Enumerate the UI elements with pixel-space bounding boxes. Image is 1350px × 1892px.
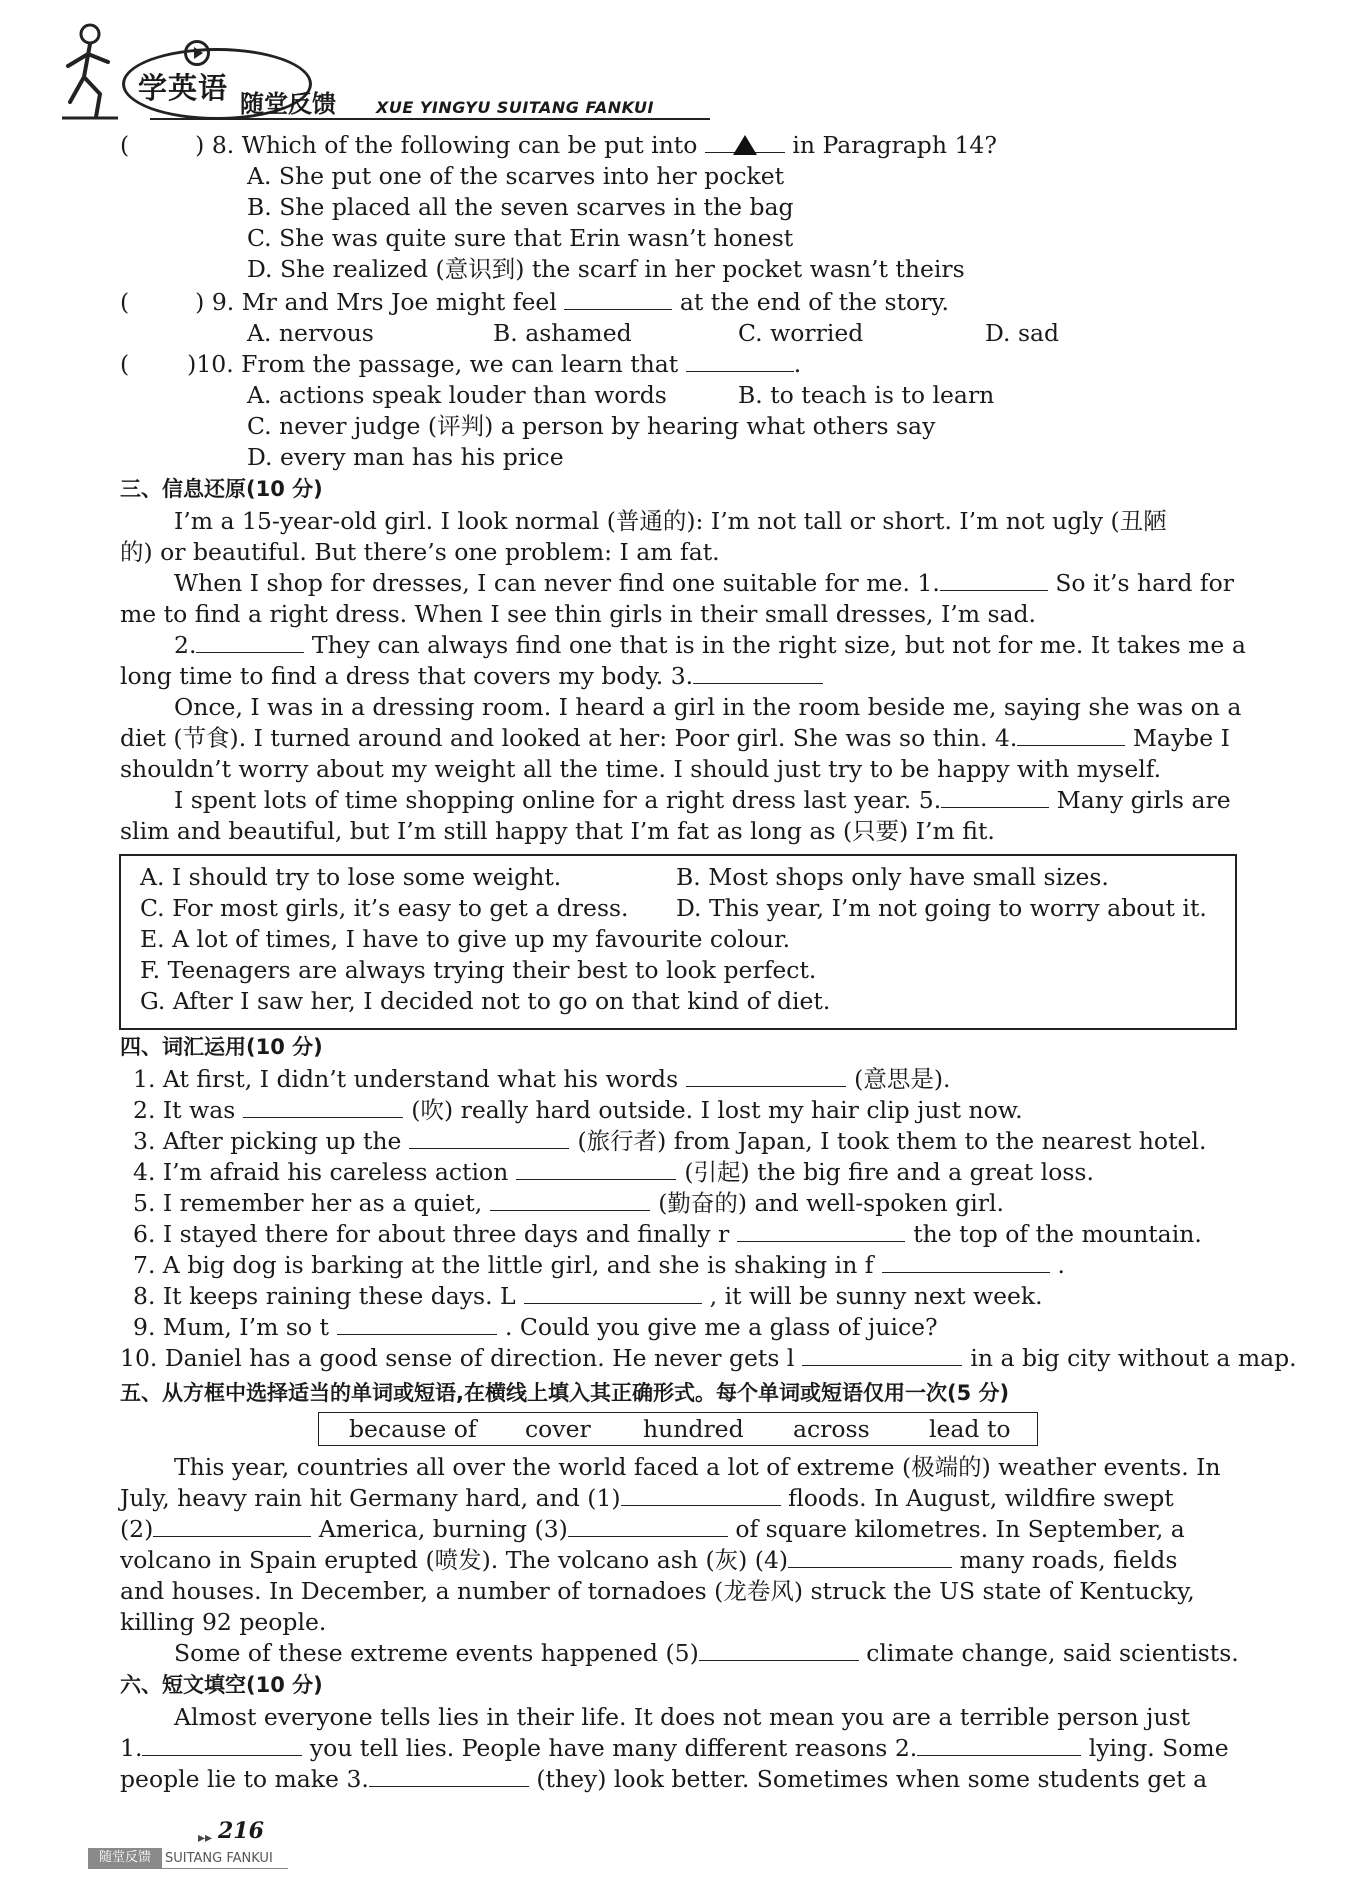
s3-line-10: I spent lots of time shopping online for a right dress last year. 5. Many girls are [174, 786, 1231, 814]
vocab-item-text: 4. I’m afraid his careless action [133, 1158, 509, 1186]
s3-blank-5[interactable] [941, 785, 1049, 808]
footer-badge-en: SUITANG FANKUI [165, 1851, 273, 1866]
word-option: across [793, 1415, 870, 1443]
footer-badge: 随堂反馈 [88, 1848, 162, 1868]
s6-blank-1[interactable] [142, 1733, 302, 1756]
vocab-answer-blank[interactable] [524, 1281, 702, 1304]
vocab-item-hint: (引起) the big fire and a great loss. [684, 1158, 1094, 1186]
s3-option-d: D. This year, I’m not going to worry about it. [676, 894, 1207, 922]
vocab-item [133, 1250, 1065, 1280]
vocab-item [133, 1188, 1004, 1218]
vocab-item [133, 1095, 1023, 1125]
section6-heading: 六、短文填空(10 分) [120, 1673, 323, 1697]
q9-option-d: D. sad [985, 319, 1060, 347]
vocab-item [133, 1312, 938, 1342]
section4-heading: 四、词汇运用(10 分) [120, 1035, 323, 1059]
q8-answer-blank[interactable] [705, 130, 785, 153]
vocab-item-text: 2. It was [133, 1096, 236, 1124]
s3-line-3: When I shop for dresses, I can never find one suitable for me. 1. So it’s hard for [174, 569, 1234, 597]
q9-option-a: A. nervous [247, 319, 374, 347]
q10-option-b: B. to teach is to learn [738, 381, 995, 409]
s3-option-c: C. For most girls, it’s easy to get a dress. [140, 894, 629, 922]
s6-line-2: 1. you tell lies. People have many different reasons 2. lying. Some [120, 1734, 1229, 1762]
header-subtitle-en: XUE YINGYU SUITANG FANKUI [376, 98, 654, 117]
q10-option-d: D. every man has his price [247, 443, 564, 471]
vocab-answer-blank[interactable] [337, 1312, 497, 1335]
word-option: cover [525, 1415, 591, 1443]
s5-line-5: and houses. In December, a number of tornadoes (龙卷风) struck the US state of Kentucky, [120, 1577, 1195, 1605]
q9-option-c: C. worried [738, 319, 864, 347]
s5-line-2: July, heavy rain hit Germany hard, and (1) floods. In August, wildfire swept [120, 1484, 1174, 1512]
q8-option-b: B. She placed all the seven scarves in the bag [247, 193, 794, 221]
s3-line-4: me to find a right dress. When I see thin girls in their small dresses, I’m sad. [120, 600, 1037, 628]
vocab-item-text: 6. I stayed there for about three days and finally r [133, 1220, 730, 1248]
q10-answer-blank[interactable] [686, 349, 794, 372]
word-option: lead to [929, 1415, 1011, 1443]
word-box [318, 1412, 1038, 1446]
q8-option-a: A. She put one of the scarves into her pocket [247, 162, 785, 190]
vocab-item [133, 1064, 950, 1094]
header-rule [150, 118, 710, 120]
s5-line-1: This year, countries all over the world faced a lot of extreme (极端的) weather events. In [174, 1453, 1221, 1481]
vocab-item-text: 5. I remember her as a quiet, [133, 1189, 483, 1217]
double-arrow-icon: ▸▸ [198, 1830, 213, 1846]
q10-stem: ( )10. From the passage, we can learn that . [120, 350, 802, 378]
vocab-item-hint: . Could you give me a glass of juice? [504, 1313, 938, 1341]
s6-blank-3[interactable] [369, 1764, 529, 1787]
vocab-item-hint: (勤奋的) and well-spoken girl. [658, 1189, 1004, 1217]
q9-stem: ( ) 9. Mr and Mrs Joe might feel at the end of the story. [120, 288, 950, 316]
s5-line-3: (2) America, burning (3) of square kilometres. In September, a [120, 1515, 1185, 1543]
page-number: 216 [218, 1818, 264, 1844]
s3-line-9: shouldn’t worry about my weight all the time. I should just try to be happy with myself. [120, 755, 1162, 783]
vocab-item-text: 10. Daniel has a good sense of direction. He never gets l [120, 1344, 795, 1372]
vocab-item-hint: (意思是). [854, 1065, 951, 1093]
header-subtitle-cn: 随堂反馈 [240, 90, 336, 118]
vocab-item [133, 1157, 1094, 1187]
vocab-item-hint: (旅行者) from Japan, I took them to the nearest hotel. [577, 1127, 1207, 1155]
s3-blank-4[interactable] [1017, 723, 1125, 746]
word-option: hundred [643, 1415, 744, 1443]
vocab-item-text: 3. After picking up the [133, 1127, 402, 1155]
s3-option-e: E. A lot of times, I have to give up my favourite colour. [140, 925, 791, 953]
vocab-item [133, 1281, 1043, 1311]
header-title: 学英语 [138, 71, 229, 105]
q10-option-c: C. never judge (评判) a person by hearing what others say [247, 412, 936, 440]
vocab-answer-blank[interactable] [802, 1343, 962, 1366]
vocab-answer-blank[interactable] [737, 1219, 905, 1242]
vocab-item-hint: , it will be sunny next week. [709, 1282, 1043, 1310]
q8-option-d: D. She realized (意识到) the scarf in her pocket wasn’t theirs [247, 255, 965, 283]
section5-heading: 五、从方框中选择适当的单词或短语,在横线上填入其正确形式。每个单词或短语仅用一次(5 分) [120, 1381, 1010, 1405]
vocab-answer-blank[interactable] [490, 1188, 650, 1211]
s3-option-a: A. I should try to lose some weight. [140, 863, 562, 891]
triangle-marker-icon [733, 135, 757, 155]
runner-icon [60, 22, 120, 122]
s5-line-6: killing 92 people. [120, 1608, 327, 1636]
s5-blank-3[interactable] [568, 1514, 728, 1537]
vocab-item [133, 1219, 1202, 1249]
q9-option-b: B. ashamed [493, 319, 632, 347]
vocab-answer-blank[interactable] [516, 1157, 676, 1180]
s5-blank-5[interactable] [699, 1638, 859, 1661]
s3-line-11: slim and beautiful, but I’m still happy that I’m fat as long as (只要) I’m fit. [120, 817, 995, 845]
section3-heading: 三、信息还原(10 分) [120, 477, 323, 501]
s3-line-5: 2. They can always find one that is in the right size, but not for me. It takes me a [174, 631, 1246, 659]
vocab-item-text: 8. It keeps raining these days. L [133, 1282, 516, 1310]
vocab-item-text: 7. A big dog is barking at the little girl, and she is shaking in f [133, 1251, 874, 1279]
s6-line-1: Almost everyone tells lies in their life. It does not mean you are a terrible person just [174, 1703, 1191, 1731]
q9-answer-blank[interactable] [564, 287, 672, 310]
s3-blank-2[interactable] [196, 630, 304, 653]
q8-option-c: C. She was quite sure that Erin wasn’t honest [247, 224, 794, 252]
vocab-answer-blank[interactable] [686, 1064, 846, 1087]
s5-blank-2[interactable] [153, 1514, 311, 1537]
vocab-item-text: 1. At first, I didn’t understand what his words [133, 1065, 679, 1093]
s3-line-2: 的) or beautiful. But there’s one problem: I am fat. [120, 538, 720, 566]
s3-line-1: I’m a 15-year-old girl. I look normal (普通的): I’m not tall or short. I’m not ugly (丑陋 [174, 507, 1167, 535]
s5-line-4: volcano in Spain erupted (喷发). The volcano ash (灰) (4) many roads, fields [120, 1546, 1178, 1574]
s3-option-b: B. Most shops only have small sizes. [676, 863, 1109, 891]
s6-line-3: people lie to make 3. (they) look better. Sometimes when some students get a [120, 1765, 1208, 1793]
page-header [60, 18, 660, 128]
vocab-item-hint: (吹) really hard outside. I lost my hair clip just now. [411, 1096, 1023, 1124]
s3-line-7: Once, I was in a dressing room. I heard a girl in the room beside me, saying she was on a [174, 693, 1242, 721]
vocab-answer-blank[interactable] [882, 1250, 1050, 1273]
s5-line-7: Some of these extreme events happened (5) climate change, said scientists. [174, 1639, 1239, 1667]
vocab-answer-blank[interactable] [409, 1126, 569, 1149]
s3-line-8: diet (节食). I turned around and looked at her: Poor girl. She was so thin. 4. Maybe I [120, 724, 1230, 752]
vocab-item-hint: the top of the mountain. [913, 1220, 1202, 1248]
footer-rule [88, 1868, 288, 1869]
s6-blank-2[interactable] [917, 1733, 1081, 1756]
vocab-item [133, 1126, 1206, 1156]
vocab-answer-blank[interactable] [243, 1095, 403, 1118]
s3-blank-1[interactable] [940, 568, 1048, 591]
s3-line-6: long time to find a dress that covers my body. 3. [120, 661, 823, 691]
s5-blank-4[interactable] [788, 1545, 952, 1568]
q10-option-a: A. actions speak louder than words [247, 381, 667, 409]
s3-blank-3[interactable] [693, 661, 823, 684]
s5-blank-1[interactable] [621, 1483, 781, 1506]
vocab-item [120, 1343, 1297, 1373]
s3-option-f: F. Teenagers are always trying their best to look perfect. [140, 956, 817, 984]
vocab-item-hint: . [1057, 1251, 1065, 1279]
s3-option-g: G. After I saw her, I decided not to go on that kind of diet. [140, 987, 831, 1015]
q8-stem: ( ) 8. Which of the following can be put into in Paragraph 14? [120, 131, 997, 159]
word-option: because of [349, 1415, 477, 1443]
vocab-item-text: 9. Mum, I’m so t [133, 1313, 329, 1341]
vocab-item-hint: in a big city without a map. [970, 1344, 1297, 1372]
